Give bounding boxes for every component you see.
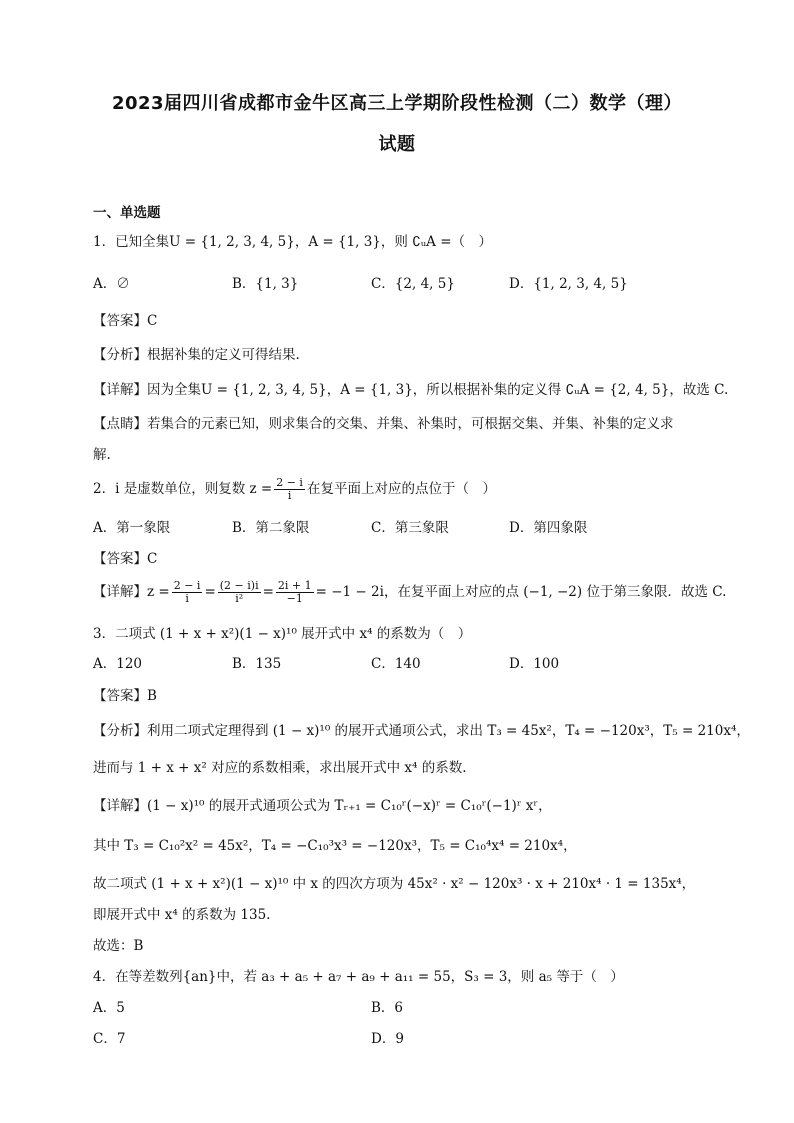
- q3-detail-line-1: 【详解】(1 − x)¹⁰ 的展开式通项公式为 Tᵣ₊₁ = C₁₀ʳ(−x)ʳ = C₁₀ʳ(−1)ʳ xʳ，: [93, 798, 552, 814]
- q2-detail: 【详解】z = $\frac{2 - i}{i}$ = $\frac{(2 - i)i}{\text{i²}}$ = $\frac{2i + 1}{-1}$ = −1 − 2i，在复平面上对应的点 (−1, −2) 位于第三象限．故选 C.: [93, 579, 727, 605]
- q2-detail-suffix: = −1 − 2i，在复平面上对应的点 (−1, −2) 位于第三象限．故选 C.: [315, 584, 727, 600]
- q3-option-d: D．100: [509, 656, 560, 672]
- section-heading: 一、单选题: [93, 205, 161, 221]
- q1-stem: 1．已知全集U = {1, 2, 3, 4, 5}，A = {1, 3}，则 ∁ᵤA =（ ）: [93, 234, 493, 250]
- q1-comment-line-1: 【点睛】若集合的元素已知，则求集合的交集、并集、补集时，可根据交集、并集、补集的定义求: [93, 416, 674, 432]
- q2-stem: [93, 477, 713, 502]
- q2-detail-fraction-2: [218, 580, 261, 605]
- q3-conclusion: 故选：B: [93, 938, 144, 954]
- page-title-line-2: 试题: [378, 134, 416, 155]
- q1-answer: 【答案】C: [93, 313, 158, 329]
- q2-fraction-denominator: i: [287, 489, 292, 502]
- fraction-denominator: i²: [235, 592, 244, 605]
- fraction-numerator: 2 − i: [173, 579, 201, 592]
- q4-option-d: D．9: [371, 1031, 404, 1047]
- q3-detail-line-3: 故二项式 (1 + x + x²)(1 − x)¹⁰ 中 x 的四次方项为 45x² · x² − 120x³ · x + 210x⁴ · 1 = 135x⁴，: [93, 876, 696, 892]
- q2-stem-prefix: 2．i 是虚数单位，则复数 z =: [93, 481, 273, 497]
- q1-option-b: B．{1, 3}: [232, 276, 299, 292]
- fraction-denominator: i: [185, 592, 189, 605]
- q2-option-d: D．第四象限: [509, 520, 588, 536]
- q3-option-c: C．140: [371, 656, 421, 672]
- page-title-line-1: 2023届四川省成都市金牛区高三上学期阶段性检测（二）数学（理）: [111, 93, 683, 114]
- q3-detail-line-4: 即展开式中 x⁴ 的系数为 135.: [93, 907, 271, 923]
- q2-detail-fraction-3: [276, 580, 314, 605]
- q2-detail-fraction-1: [172, 580, 203, 605]
- q4-option-b: B．6: [371, 1000, 404, 1016]
- q4-option-c: C．7: [93, 1031, 126, 1047]
- q2-detail-prefix: 【详解】z =: [93, 584, 170, 600]
- q2-option-c: C．第三象限: [371, 520, 449, 536]
- q3-option-a: A．120: [93, 656, 143, 672]
- q1-comment-line-2: 解.: [93, 447, 111, 463]
- fraction-numerator: (2 − i)i: [219, 579, 259, 592]
- q2-answer: 【答案】C: [93, 551, 158, 567]
- q4-stem: 4．在等差数列{an}中，若 a₃ + a₅ + a₇ + a₉ + a₁₁ = 55，S₃ = 3，则 a₅ 等于（ ）: [93, 969, 624, 985]
- fraction-denominator: −1: [286, 592, 303, 605]
- q3-answer: 【答案】B: [93, 688, 157, 704]
- q1-detail: 【详解】因为全集U = {1, 2, 3, 4, 5}，A = {1, 3}，所以根据补集的定义得 ∁ᵤA = {2, 4, 5}，故选 C.: [93, 382, 729, 398]
- q1-option-a: A．∅: [93, 276, 130, 292]
- q4-option-a: A．5: [93, 1000, 125, 1016]
- q3-detail-line-2: 其中 T₃ = C₁₀²x² = 45x²，T₄ = −C₁₀³x³ = −120x³，T₅ = C₁₀⁴x⁴ = 210x⁴，: [93, 838, 577, 854]
- q2-option-b: B．第二象限: [232, 520, 310, 536]
- q1-analysis: 【分析】根据补集的定义可得结果.: [93, 347, 300, 363]
- fraction-numerator: 2i + 1: [277, 579, 312, 592]
- q2-fraction: [274, 477, 305, 502]
- q1-option-c: C．{2, 4, 5}: [371, 276, 455, 292]
- q2-stem-suffix: 在复平面上对应的点位于（ ）: [306, 481, 496, 497]
- q3-stem: 3．二项式 (1 + x + x²)(1 − x)¹⁰ 展开式中 x⁴ 的系数为（ ）: [93, 626, 472, 642]
- q3-analysis-line-2: 进而与 1 + x + x² 对应的系数相乘，求出展开式中 x⁴ 的系数.: [93, 760, 467, 776]
- q3-option-b: B．135: [232, 656, 282, 672]
- q3-analysis-line-1: 【分析】利用二项式定理得到 (1 − x)¹⁰ 的展开式通项公式，求出 T₃ = 45x²，T₄ = −120x³，T₅ = 210x⁴，: [93, 723, 750, 739]
- q1-option-d: D．{1, 2, 3, 4, 5}: [509, 276, 628, 292]
- q2-option-a: A．第一象限: [93, 520, 171, 536]
- q2-fraction-numerator: 2 − i: [276, 476, 303, 489]
